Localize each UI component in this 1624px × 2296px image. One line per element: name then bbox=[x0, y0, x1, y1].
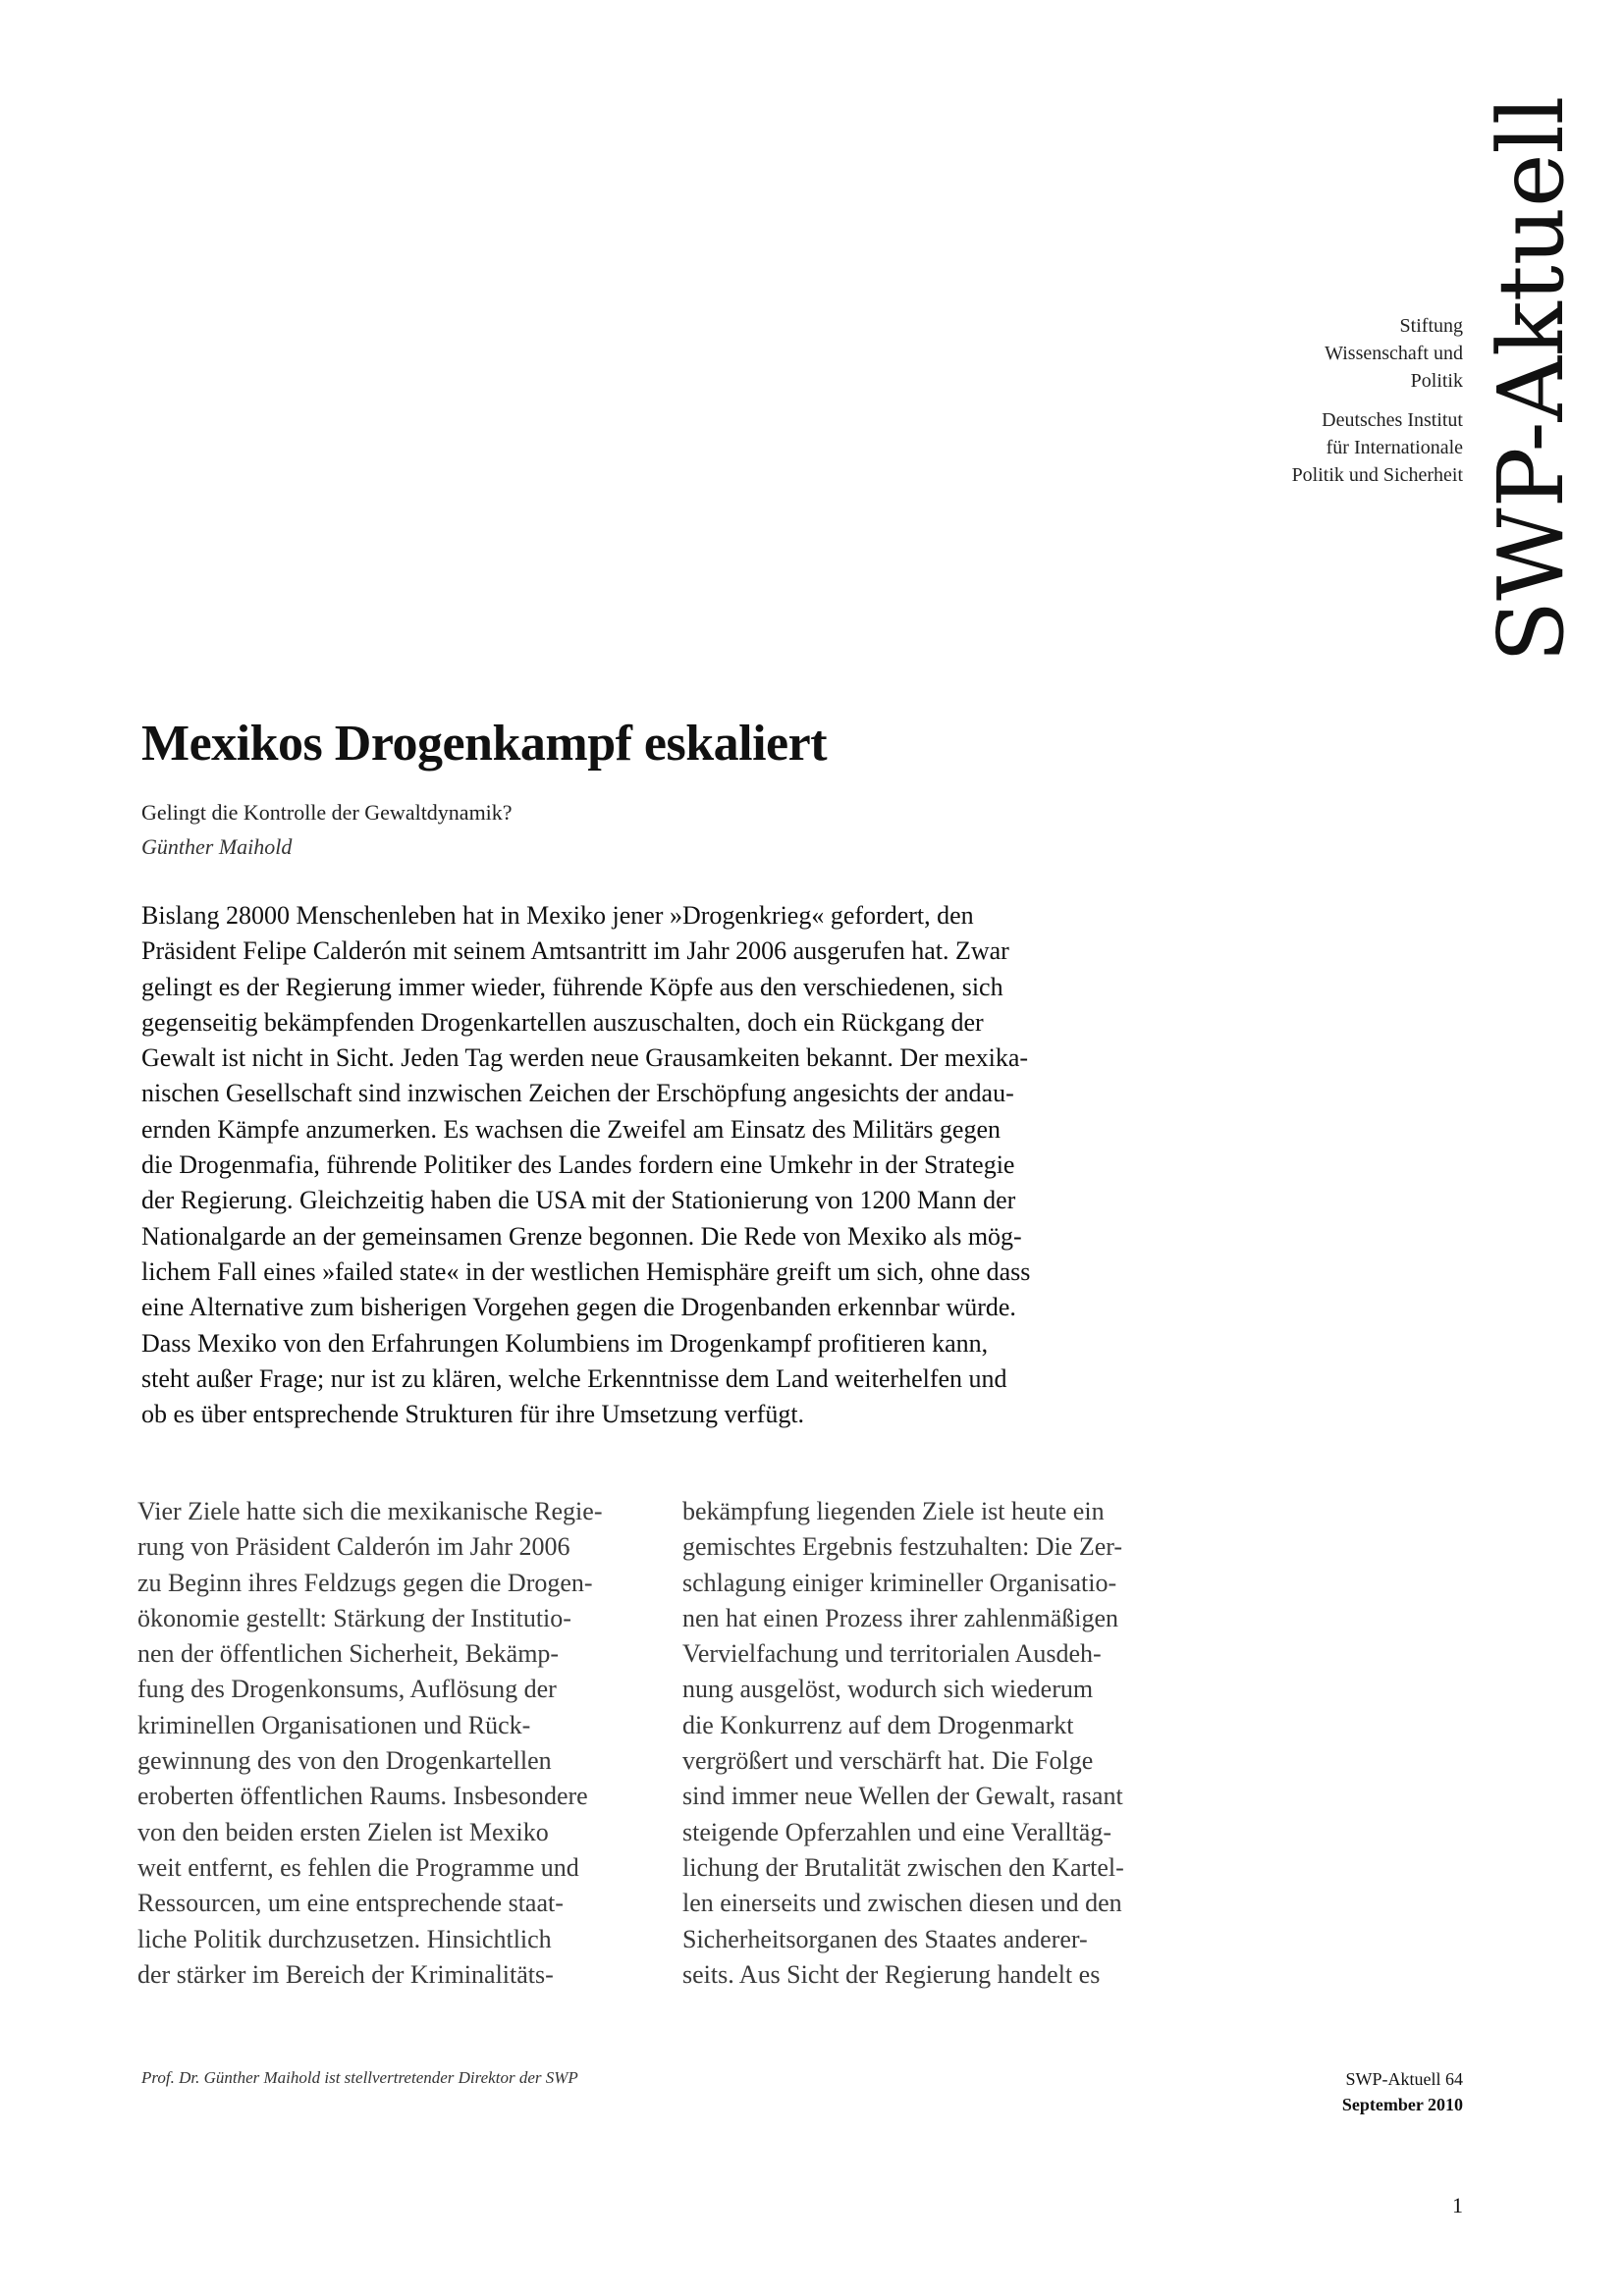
abstract-line: Dass Mexiko von den Erfahrungen Kolumbiens im Drogenkampf profitieren kann, bbox=[141, 1328, 989, 1358]
page-number: 1 bbox=[1452, 2193, 1463, 2217]
institute-spacer bbox=[1292, 395, 1463, 406]
body-line: fung des Drogenkonsums, Auflösung der bbox=[137, 1675, 557, 1704]
body-line: zu Beginn ihres Feldzugs gegen die Drogen- bbox=[137, 1568, 593, 1597]
article-author: Günther Maihold bbox=[141, 834, 293, 859]
body-column-right bbox=[682, 1494, 1232, 1993]
body-line: nung ausgelöst, wodurch sich wiederum bbox=[682, 1675, 1094, 1704]
body-line: seits. Aus Sicht der Regierung handelt es bbox=[682, 1959, 1101, 1989]
abstract-line: der Regierung. Gleichzeitig haben die USA mit der Stationierung von 1200 Mann der bbox=[141, 1186, 1016, 1215]
series-brand-text: SWP-Aktuell bbox=[1479, 95, 1584, 663]
body-line: eroberten öffentlichen Raums. Insbesondere bbox=[137, 1782, 588, 1811]
abstract-line: Bislang 28000 Menschenleben hat in Mexiko jener »Drogenkrieg« gefordert, den bbox=[141, 901, 974, 930]
body-line: steigende Opferzahlen und eine Veralltäg- bbox=[682, 1817, 1111, 1846]
abstract-line: Gewalt ist nicht in Sicht. Jeden Tag werden neue Grausamkeiten bekannt. Der mexika- bbox=[141, 1043, 1029, 1073]
body-line: Vervielfachung und territorialen Ausdeh- bbox=[682, 1639, 1102, 1669]
abstract-line: Nationalgarde an der gemeinsamen Grenze begonnen. Die Rede von Mexiko als mög- bbox=[141, 1221, 1022, 1251]
body-line: vergrößert und verschärft hat. Die Folge bbox=[682, 1746, 1094, 1776]
abstract-line: steht außer Frage; nur ist zu klären, welche Erkenntnisse dem Land weiterhelfen und bbox=[141, 1363, 1007, 1393]
body-line: ökonomie gestellt: Stärkung der Institutio- bbox=[137, 1603, 571, 1632]
body-line: liche Politik durchzusetzen. Hinsichtlich bbox=[137, 1924, 552, 1953]
institute-block bbox=[1292, 312, 1463, 489]
abstract-line: ernden Kämpfe anzumerken. Es wachsen die Zweifel am Einsatz des Militärs gegen bbox=[141, 1114, 1001, 1144]
issue-number: SWP-Aktuell 64 bbox=[1345, 2069, 1463, 2089]
abstract-line: nischen Gesellschaft sind inzwischen Zeichen der Erschöpfung angesichts der andau- bbox=[141, 1079, 1014, 1108]
body-line: rung von Präsident Calderón im Jahr 2006 bbox=[137, 1532, 570, 1562]
body-line: weit entfernt, es fehlen die Programme und bbox=[137, 1852, 579, 1882]
institute-line: Politik bbox=[1410, 370, 1463, 392]
body-line: Vier Ziele hatte sich die mexikanische Regie- bbox=[137, 1497, 603, 1525]
abstract-line: lichem Fall eines »failed state« in der westlichen Hemisphäre greift um sich, ohne dass bbox=[141, 1256, 1031, 1286]
body-line: von den beiden ersten Zielen ist Mexiko bbox=[137, 1817, 549, 1846]
body-line: nen der öffentlichen Sicherheit, Bekämp- bbox=[137, 1639, 560, 1669]
abstract-line: ob es über entsprechende Strukturen für ihre Umsetzung verfügt. bbox=[141, 1400, 805, 1429]
article-subtitle: Gelingt die Kontrolle der Gewaltdynamik? bbox=[141, 800, 513, 825]
body-line: Sicherheitsorganen des Staates anderer- bbox=[682, 1924, 1088, 1953]
abstract-line: Präsident Felipe Calderón mit seinem Amtsantritt im Jahr 2006 ausgerufen hat. Zwar bbox=[141, 936, 1009, 966]
body-line: lichung der Brutalität zwischen den Kartel- bbox=[682, 1852, 1124, 1882]
abstract-line: gegenseitig bekämpfenden Drogenkartellen auszuschalten, doch ein Rückgang der bbox=[141, 1007, 984, 1037]
body-column-left bbox=[137, 1494, 687, 1993]
body-line: kriminellen Organisationen und Rück- bbox=[137, 1710, 531, 1739]
body-line: nen hat einen Prozess ihrer zahlenmäßigen bbox=[682, 1603, 1118, 1632]
issue-date: September 2010 bbox=[1341, 2095, 1463, 2114]
body-line: len einerseits und zwischen diesen und den bbox=[682, 1889, 1122, 1918]
body-line: bekämpfung liegenden Ziele ist heute ein bbox=[682, 1497, 1105, 1525]
institute-line: für Internationale bbox=[1326, 437, 1463, 458]
institute-line: Deutsches Institut bbox=[1322, 409, 1463, 431]
abstract-line: gelingt es der Regierung immer wieder, führende Köpfe aus den verschiedenen, sich bbox=[141, 972, 1003, 1001]
body-line: sind immer neue Wellen der Gewalt, rasant bbox=[682, 1782, 1123, 1811]
body-line: der stärker im Bereich der Kriminalitäts- bbox=[137, 1959, 554, 1989]
institute-line: Politik und Sicherheit bbox=[1291, 464, 1463, 486]
institute-line: Stiftung bbox=[1399, 315, 1463, 337]
article-title: Mexikos Drogenkampf eskaliert bbox=[141, 716, 828, 772]
body-line: Ressourcen, um eine entsprechende staat- bbox=[137, 1889, 564, 1918]
abstract-line: die Drogenmafia, führende Politiker des Landes fordern eine Umkehr in der Strategie bbox=[141, 1150, 1015, 1180]
institute-line: Wissenschaft und bbox=[1325, 343, 1463, 364]
body-line: gewinnung des von den Drogenkartellen bbox=[137, 1746, 552, 1776]
author-note: Prof. Dr. Günther Maihold ist stellvertretender Direktor der SWP bbox=[141, 2068, 578, 2087]
body-line: schlagung einiger krimineller Organisatio- bbox=[682, 1568, 1117, 1597]
publication-info bbox=[1342, 2066, 1463, 2117]
body-line: gemischtes Ergebnis festzuhalten: Die Zer- bbox=[682, 1532, 1123, 1562]
article-abstract bbox=[141, 898, 1202, 1432]
abstract-line: eine Alternative zum bisherigen Vorgehen gegen die Drogenbanden erkennbar würde. bbox=[141, 1293, 1016, 1322]
body-line: die Konkurrenz auf dem Drogenmarkt bbox=[682, 1710, 1074, 1739]
